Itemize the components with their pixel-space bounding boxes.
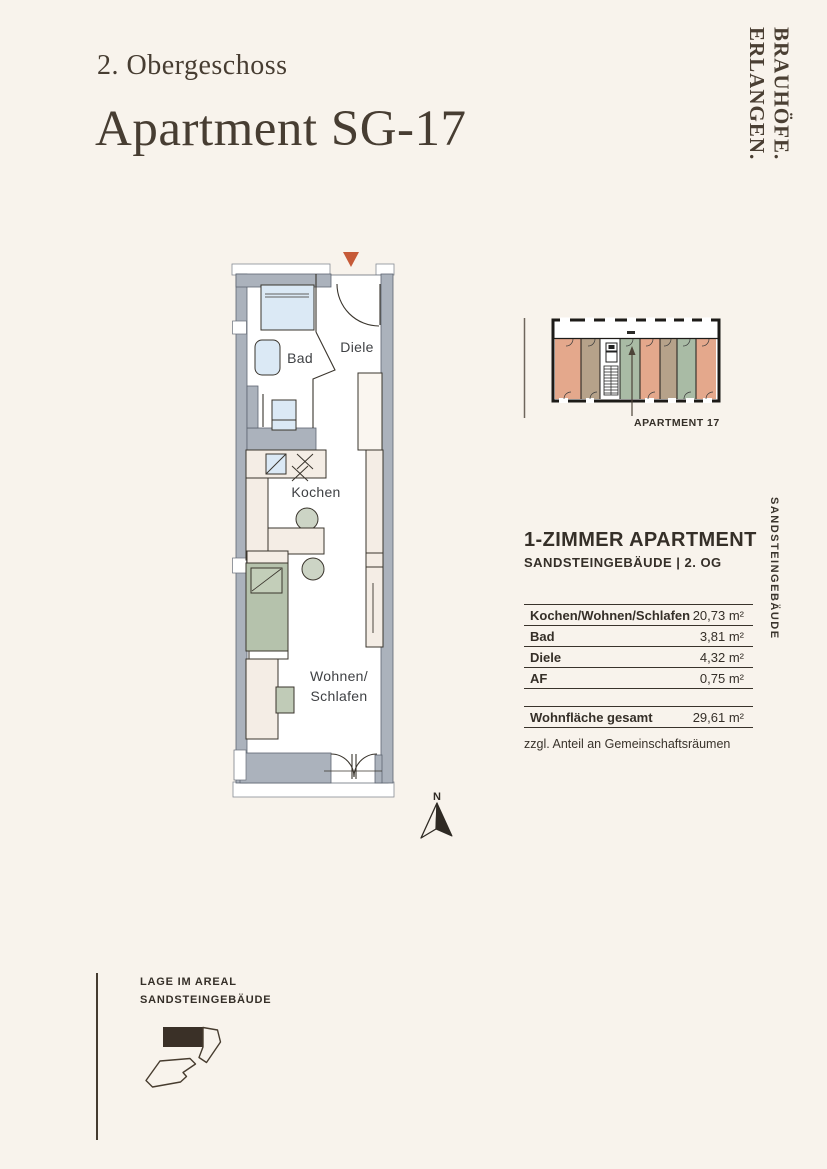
toilet [272,400,296,422]
table-row [524,646,753,667]
apartment-type-title: 1-ZIMMER APARTMENT [524,529,757,551]
page-title: Apartment SG-17 [95,101,467,157]
brand-line-1: BRAUHÖFE. [769,27,794,161]
table [268,528,324,554]
unit-apartment-17 [620,339,640,399]
corridor-label-mark [627,331,635,334]
site-map-highlighted-building [163,1027,203,1047]
total-value: 29,61 m² [692,709,744,725]
room-label-kochen: Kochen [291,484,341,500]
table-row [524,625,753,646]
room-label-bad: Bad [287,350,313,366]
stool [296,508,318,530]
shower [261,285,314,330]
site-map [130,1012,310,1107]
room-label-wohnen-2: Schlafen [310,688,368,704]
location-line-1: LAGE IM AREAL [140,976,237,988]
location-line-2: SANDSTEINGEBÄUDE [140,993,272,1006]
wardrobe [366,567,383,647]
compass-needle-left [421,803,437,838]
brand-line-2: ERLANGEN. [744,27,769,161]
compass-needle-right [436,803,452,836]
row-label: AF [530,670,548,686]
stairwell [604,343,618,395]
location-labels [140,974,271,1009]
row-value: 4,32 m² [699,649,744,665]
floor-label: 2. Obergeschoss [97,50,288,81]
desk [246,659,278,739]
site-map-building-outline [146,1059,196,1088]
wardrobe [366,450,383,553]
row-value: 20,73 m² [692,607,744,623]
building-units [555,339,716,399]
entrance-marker-triangle [343,252,359,267]
north-label: N [433,791,441,803]
row-label: Diele [530,649,562,665]
area-table [524,604,753,751]
wardrobe [358,373,382,450]
table-row [524,667,753,689]
total-label: Wohnfläche gesamt [530,709,653,725]
stool [302,558,324,580]
location-accent-line [96,973,98,1140]
apartment-floorplan [225,245,410,810]
chair [276,687,294,713]
apartment-type-subtitle: SANDSTEINGEBÄUDE | 2. OG [524,555,722,570]
building-name-vertical: SANDSTEINGEBÄUDE [768,497,780,640]
row-value: 0,75 m² [699,670,744,686]
row-value: 3,81 m² [699,628,744,644]
table-total-row [524,706,753,728]
minimap-caption: APARTMENT 17 [634,417,720,429]
brand-logo [744,27,794,160]
room-label-wohnen-1: Wohnen/ [310,668,368,684]
room-label-diele: Diele [340,339,374,355]
table-gap [524,689,753,706]
row-label: Bad [530,628,555,644]
north-compass [408,786,472,844]
row-label: Kochen/Wohnen/Schlafen [530,607,691,623]
table-row [524,604,753,625]
sink [255,340,280,375]
table-note: zzgl. Anteil an Gemeinschaftsräumen [524,737,731,751]
